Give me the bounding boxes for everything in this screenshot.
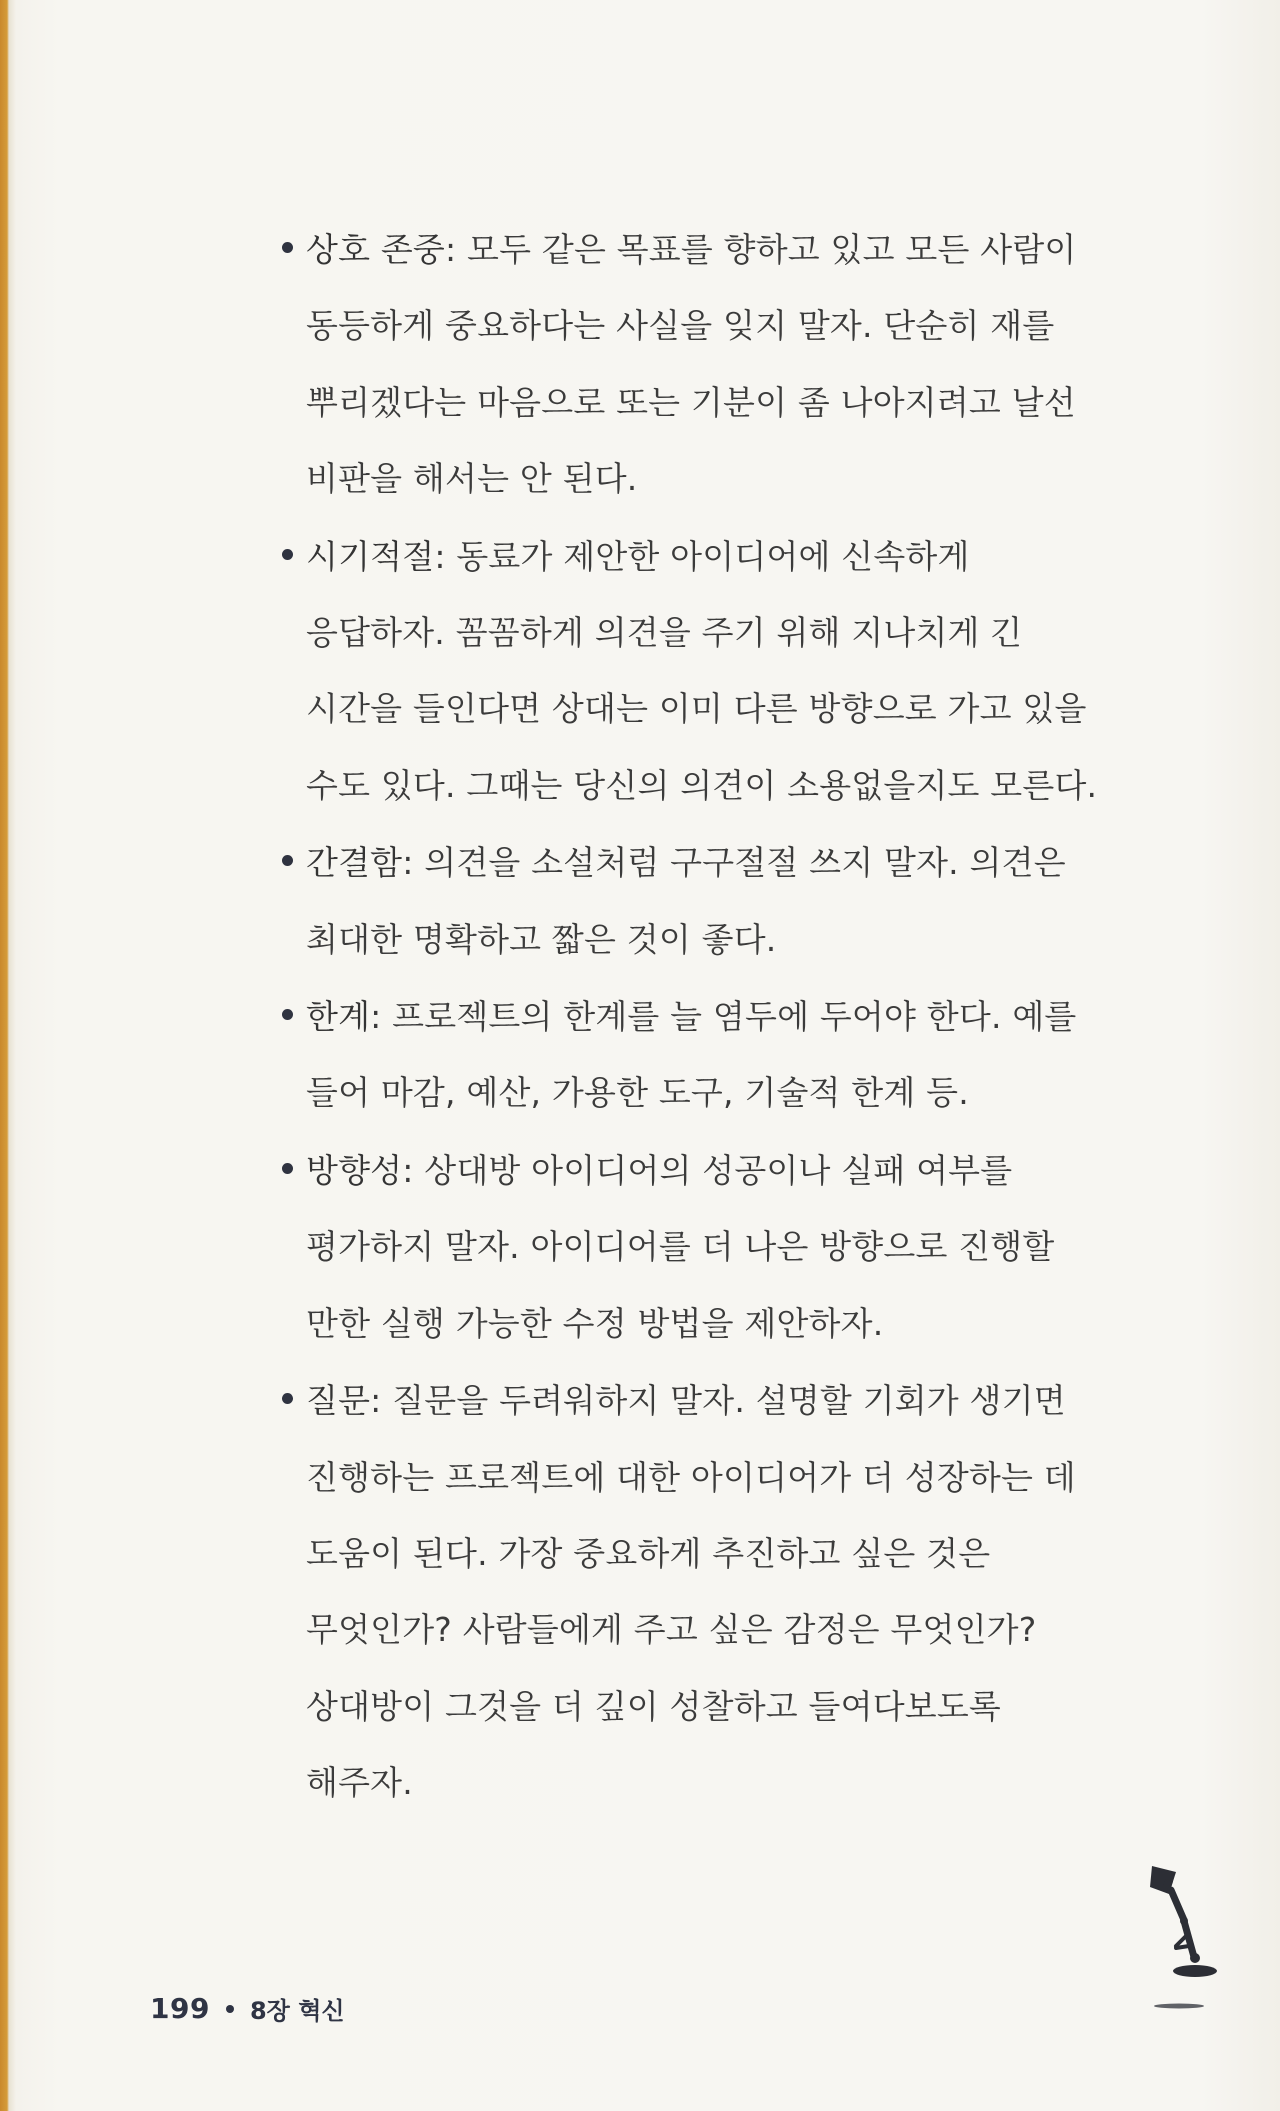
- bullet-dot-icon: [282, 855, 293, 866]
- bullet-description: : 모두 같은 목표를 향하고 있고 모든 사람이 동등하게 중요하다는 사실을 잊지 말자. 단순히 재를 뿌리겠다는 마음으로 또는 기분이 좀 나아지려고 날선 비판을 해서는 안 된다.: [306, 230, 1077, 499]
- bullet-term: 상호 존중: [306, 230, 446, 269]
- bullet-dot-icon: [282, 1009, 293, 1020]
- bullet-item: [282, 979, 1098, 1132]
- bullet-paragraph: [306, 212, 1098, 518]
- bullet-dot-icon: [282, 1393, 293, 1404]
- bullet-paragraph: [306, 979, 1098, 1132]
- bullet-description: : 동료가 제안한 아이디어에 신속하게 응답하자. 꼼꼼하게 의견을 주기 위해 지나치게 긴 시간을 들인다면 상대는 이미 다른 방향으로 가고 있을 수도 있다. 그때는 당신의 의견이 소용없을지도 모른다.: [306, 536, 1098, 805]
- page-number: 199: [150, 1992, 210, 2025]
- page-footer: [150, 1991, 345, 2026]
- bullet-item: [282, 1363, 1098, 1821]
- bullet-term: 한계: [306, 997, 371, 1037]
- bullet-paragraph: [306, 1133, 1098, 1362]
- page-content: [282, 212, 1098, 1823]
- bullet-item: [282, 519, 1098, 825]
- bullet-item: [282, 212, 1098, 518]
- bullet-item: [282, 825, 1098, 978]
- bullet-description: : 프로젝트의 한계를 늘 염두에 두어야 한다. 예를 들어 마감, 예산, 가용한 도구, 기술적 한계 등.: [306, 997, 1077, 1113]
- bullet-item: [282, 1133, 1098, 1362]
- bullet-description: : 상대방 아이디어의 성공이나 실패 여부를 평가하지 말자. 아이디어를 더 나은 방향으로 진행할 만한 실행 가능한 수정 방법을 제안하자.: [306, 1150, 1055, 1343]
- bullet-description: : 질문을 두려워하지 말자. 설명할 기회가 생기면 진행하는 프로젝트에 대한 아이디어가 더 성장하는 데 도움이 된다. 가장 중요하게 추진하고 싶은 것은 무엇인가? 사람들에게 주고 싶은 감정은 무엇인가? 상대방이 그것을 더 깊이 성찰하고 들여다보도록 해주자.: [306, 1381, 1076, 1803]
- bullet-dot-icon: [282, 1163, 293, 1174]
- bullet-term: 질문: [306, 1381, 371, 1421]
- bullet-paragraph: [306, 519, 1098, 825]
- bullet-paragraph: [306, 825, 1098, 978]
- bullet-term: 간결함: [306, 843, 403, 883]
- bullet-term: 시기적절: [306, 536, 435, 576]
- chapter-title: 8장 혁신: [249, 1997, 345, 2025]
- bullet-dot-icon: [282, 549, 293, 560]
- lamp-illustration: [1140, 1860, 1230, 2020]
- bullet-dot-icon: [282, 242, 293, 253]
- bullet-paragraph: [306, 1363, 1098, 1821]
- desk-lamp-icon: [1140, 1860, 1230, 2020]
- separator-dot-icon: [226, 2005, 234, 2013]
- bullet-term: 방향성: [306, 1150, 403, 1190]
- bullet-description: : 의견을 소설처럼 구구절절 쓰지 말자. 의견은 최대한 명확하고 짧은 것이 좋다.: [306, 843, 1066, 959]
